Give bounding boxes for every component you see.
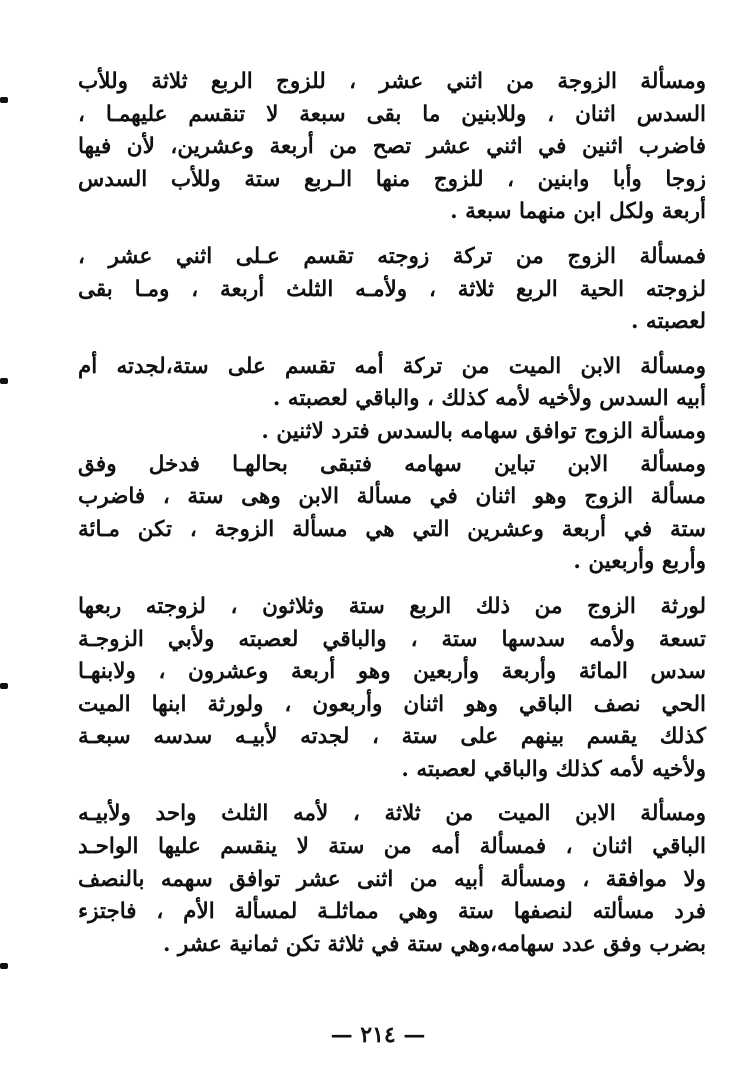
text-line: مسألة الزوج وهو اثنان في مسألة الابن وهى ستة ، فاضرب [78,484,706,510]
paragraph [78,66,706,229]
text-line: ومسألة الزوج توافق سهامه بالسدس فترد لاثنين . [261,418,706,444]
paragraph [78,591,706,787]
page-number: — ٢١٤ — [330,1022,426,1048]
text-line: لعصبته . [630,309,706,335]
margin-mark [0,378,8,384]
text-line: بضرب وفق عدد سهامه،وهي ستة في ثلاثة تكن ثمانية عشر . [162,931,706,957]
text-line: تسعة ولأمه سدسها ستة ، والباقي لعصبته ولأبي الزوجـة [78,626,706,652]
text-line: الباقي اثنان ، فمسألة أمه من ستة لا ينقسم عليها الواحـد [78,834,706,860]
paragraph [78,241,706,339]
text-line: ستة في أربعة وعشرين التي هي مسألة الزوجة ، تكن مـائة [78,516,706,542]
text-line: ومسألة الابن الميت من تركة أمه تقسم على ستة،لجدته أم [78,353,706,379]
text-line: فاضرب اثنين في اثني عشر تصح من أربعة وعشرين، لأن فيها [78,134,706,160]
text-line: ومسألة الزوجة من اثني عشر ، للزوج الربع ثلاثة وللأب [78,69,706,94]
text-line: وأربع وأربعين . [573,549,706,575]
margin-mark [0,963,8,969]
text-line: ومسألة الابن تباين سهامه فتبقى بحالهـا فدخل وفق [78,451,706,477]
paragraph [78,449,706,579]
text-line: السدس اثنان ، وللابنين ما بقى سبعة لا تنقسم عليهمـا ، [78,101,706,127]
text-line: أربعة ولكل ابن منهما سبعة . [450,199,706,225]
text-line: ولا موافقة ، ومسألة أبيه من اثنى عشر توافق سهمه بالنصف [78,866,706,892]
text-line: زوجا وأبا وابنين ، للزوج منها الـربع ستة وللأب السدس [78,166,706,192]
text-line: أبيه السدس ولأخيه لأمه كذلك ، والباقي لعصبته . [272,386,706,412]
text-line: فرد مسألته لنصفها ستة وهي مماثلـة لمسألة الأم ، فاجتزء [78,899,706,925]
text-line: لزوجته الحية الربع ثلاثة ، ولأمـه الثلث أربعة ، ومـا بقى [78,276,706,302]
body-text [78,66,706,961]
text-line: سدس المائة وأربعة وأربعين وهو أربعة وعشرون ، ولابنهـا [78,659,706,685]
paragraph [78,351,706,416]
text-line: ولأخيه لأمه كذلك والباقي لعصبته . [401,756,706,782]
paragraph [78,416,706,449]
paragraph [78,798,706,961]
text-line: كذلك يقسم بينهم على ستة ، لجدته لأبيـه سدسه سبعـة [78,724,706,750]
text-line: لورثة الزوج من ذلك الربع ستة وثلاثون ، لزوجته ربعها [78,593,706,619]
text-line: ومسألة الابن الميت من ثلاثة ، لأمه الثلث واحد ولأبيـه [78,801,706,827]
text-line: فمسألة الزوج من تركة زوجته تقسم عـلى اثني عشر ، [78,243,706,269]
margin-mark [0,97,8,103]
text-line: الحي نصف الباقي وهو اثنان وأربعون ، ولورثة ابنها الميت [78,691,706,717]
margin-mark [0,683,8,689]
